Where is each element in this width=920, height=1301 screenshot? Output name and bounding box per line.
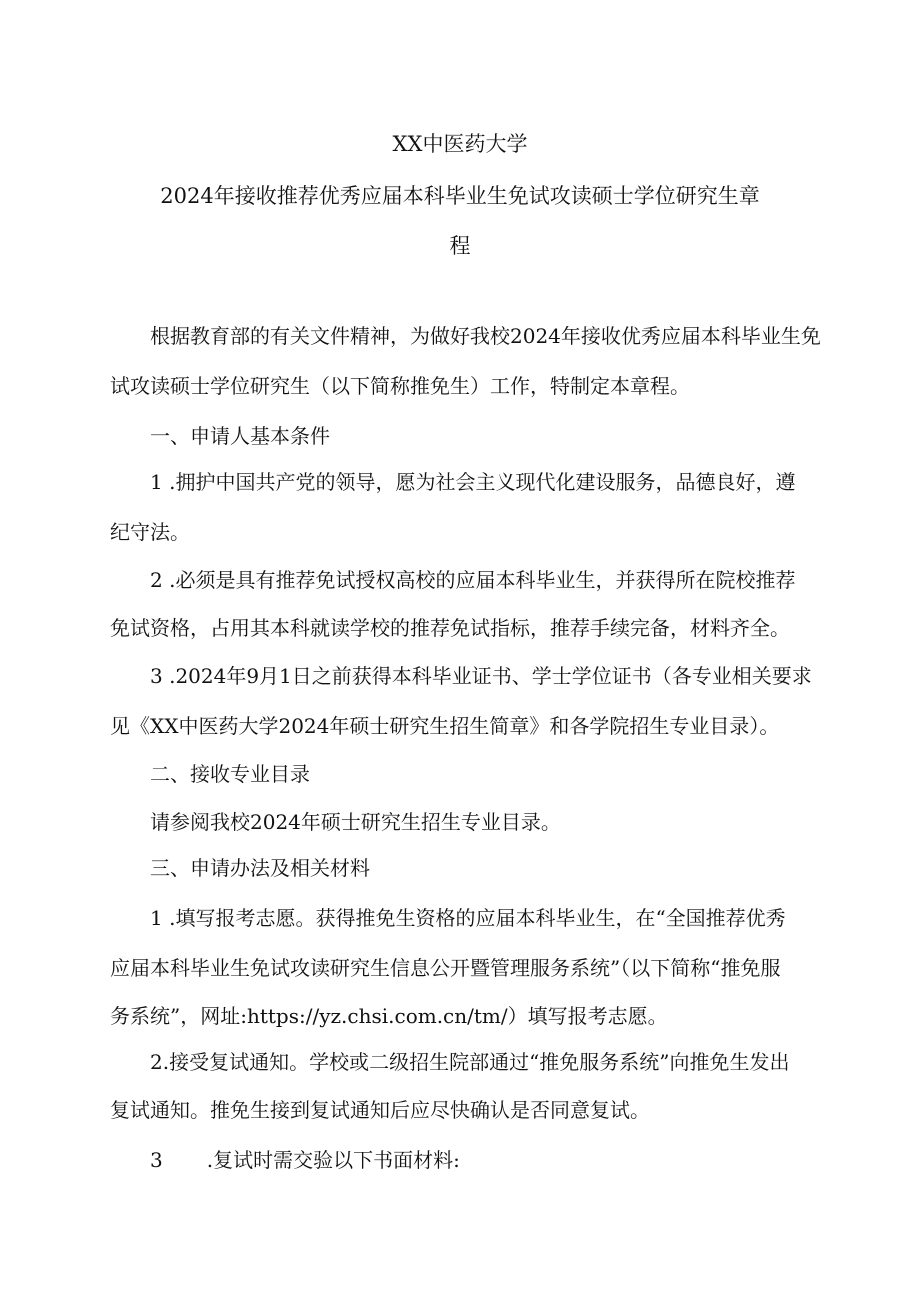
section-heading-major-catalog: 二、接收专业目录: [150, 762, 310, 786]
condition-item-3-line: 3 .2024年9月1日之前获得本科毕业证书、学士学位证书（各专业相关要求: [150, 664, 812, 688]
application-item-3-number: 3: [150, 1148, 163, 1172]
intro-paragraph-line: 根据教育部的有关文件精神，为做好我校2024年接收优秀应届本科毕业生免: [150, 324, 821, 348]
application-item-2-line: 复试通知。推免生接到复试通知后应尽快确认是否同意复试。: [110, 1098, 650, 1122]
application-item-3: [150, 1146, 460, 1174]
condition-item-1-line: 1 .拥护中国共产党的领导，愿为社会主义现代化建设服务，品德良好，遵: [150, 470, 796, 494]
application-item-1-line: 应届本科毕业生免试攻读研究生信息公开暨管理服务系统”（以下简称“推免服: [110, 956, 781, 980]
application-item-1-line: 务系统”，网址:https://yz.chsi.com.cn/tm/）填写报考志愿。: [110, 1004, 668, 1028]
condition-item-2-line: 免试资格，占用其本科就读学校的推荐免试指标，推荐手续完备，材料齐全。: [110, 616, 790, 640]
condition-item-1-line: 纪守法。: [110, 520, 190, 544]
application-item-3-text: .复试时需交验以下书面材料:: [206, 1148, 460, 1172]
condition-item-2-line: 2 .必须是具有推荐免试授权高校的应届本科毕业生，并获得所在院校推荐: [150, 568, 796, 592]
document-title-continuation: 程: [449, 234, 471, 258]
section-heading-basic-conditions: 一、申请人基本条件: [150, 424, 330, 448]
section-heading-application: 三、申请办法及相关材料: [150, 856, 370, 880]
application-item-1-line: 1 .填写报考志愿。获得推免生资格的应届本科毕业生，在“全国推荐优秀: [150, 906, 786, 930]
major-catalog-text: 请参阅我校2024年硕士研究生招生专业目录。: [150, 810, 561, 834]
application-item-2-line: 2.接受复试通知。学校或二级招生院部通过“推免服务系统”向推免生发出: [150, 1050, 790, 1074]
condition-item-3-line: 见《XX中医药大学2024年硕士研究生招生简章》和各学院招生专业目录）。: [110, 714, 780, 738]
document-title-main: 2024年接收推荐优秀应届本科毕业生免试攻读硕士学位研究生章: [160, 184, 760, 208]
intro-paragraph-line: 试攻读硕士学位研究生（以下简称推免生）工作，特制定本章程。: [110, 374, 690, 398]
document-title-school: XX中医药大学: [392, 132, 528, 156]
